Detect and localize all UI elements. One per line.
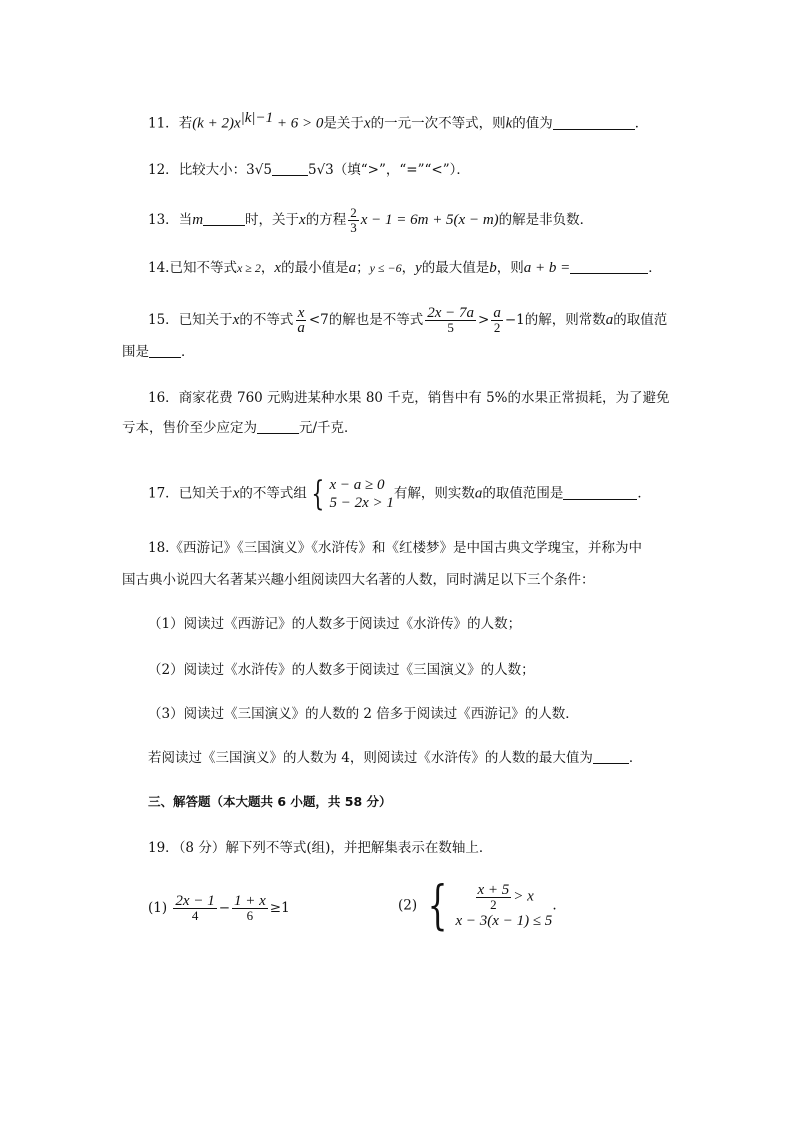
fraction: $\frac{2x - 7a}{5}$ bbox=[427, 305, 475, 335]
question-16-cont: 亏本，售价至少应定为 元/千克． bbox=[122, 420, 358, 436]
condition-3: （3）阅读过《三国演义》的人数的 2 倍多于阅读过《西游记》的人数． bbox=[148, 706, 579, 722]
answer-blank[interactable] bbox=[272, 161, 308, 176]
answer-blank[interactable] bbox=[563, 485, 637, 500]
inequality-system: { $\frac{x + 5}{2}$ > x x − 3(x − 1) ≤ 5 bbox=[428, 876, 553, 936]
question-19: 19．（8 分）解下列不等式(组)，并把解集表示在数轴上． bbox=[148, 840, 493, 856]
question-19-part-2: (2) { $\frac{x + 5}{2}$ > x x − 3(x − 1) ≤ 5 . bbox=[398, 876, 557, 936]
question-15-cont: 围是 ． bbox=[122, 344, 195, 360]
question-17: 17．已知关于x的不等式组 { x − a ≥ 0 5 − 2x > 1 有解，则实数a的取值范围是 ． bbox=[148, 474, 651, 514]
answer-blank[interactable] bbox=[257, 419, 299, 434]
question-18-line2: 国古典小说四大名著某兴趣小组阅读四大名著的人数，同时满足以下三个条件： bbox=[122, 572, 595, 588]
question-13: 13．当m 时，关于x的方程 $\frac{2}{3}$ x − 1 = 6m + 5(x − m)的解是非负数． bbox=[148, 205, 594, 235]
question-18-ask: 若阅读过《三国演义》的人数为 4，则阅读过《水浒传》的人数的最大值为 ． bbox=[148, 750, 643, 766]
section-title: 三、解答题（本大题共 6 小题，共 58 分） bbox=[148, 794, 392, 809]
condition-1: （1）阅读过《西游记》的人数多于阅读过《水浒传》的人数； bbox=[148, 616, 522, 632]
fraction: $\frac{1 + x}{6}$ bbox=[234, 893, 266, 923]
question-19-part-1: (1) $\frac{2x - 1}{4}$ − $\frac{1 + x}{6}$ ≥1 bbox=[148, 893, 290, 923]
question-18: 18.《西游记》《三国演义》《水浒传》和《红楼梦》是中国古典文学瑰宝，并称为中 bbox=[148, 540, 642, 556]
answer-blank[interactable] bbox=[593, 749, 629, 764]
answer-blank[interactable] bbox=[570, 259, 648, 274]
brace-icon: { bbox=[311, 474, 325, 514]
question-15: 15．已知关于x的不等式 $\frac{x}{a}$ <7的解也是不等式 $\frac{2x - 7a}{5}$ > $\frac{a}{2}$ −1的解，则常数a的取值范 bbox=[148, 305, 668, 336]
fraction: $\frac{2x - 1}{4}$ bbox=[175, 893, 215, 923]
question-16: 16．商家花费 760 元购进某种水果 80 千克，销售中有 5%的水果正常损耗，为了避免 bbox=[148, 390, 670, 406]
condition-2: （2）阅读过《水浒传》的人数多于阅读过《三国演义》的人数； bbox=[148, 662, 535, 678]
question-12: 12．比较大小：3√5 5√3（填“>”，“=”“<”）． bbox=[148, 162, 470, 178]
fraction: $\frac{a}{2}$ bbox=[493, 305, 501, 335]
brace-icon: { bbox=[428, 876, 448, 936]
question-11: 11．若$(k + 2)x^{|k|-1} + 6 > 0$是关于x的一元一次不等式，则k的值为 ． bbox=[148, 110, 649, 132]
question-14: 14.已知不等式x ≥ 2，x的最小值是a；y ≤ −6，y的最大值是b，则a + b = ． bbox=[148, 260, 662, 276]
answer-blank[interactable] bbox=[203, 211, 245, 226]
fraction: $\frac{x + 5}{2}$ bbox=[477, 881, 510, 912]
fraction: $\frac{2}{3}$ bbox=[350, 205, 357, 235]
fraction: $\frac{x}{a}$ bbox=[297, 305, 305, 336]
answer-blank[interactable] bbox=[149, 343, 181, 358]
answer-blank[interactable] bbox=[553, 115, 635, 130]
inequality-system: { x − a ≥ 0 5 − 2x > 1 bbox=[311, 474, 394, 514]
